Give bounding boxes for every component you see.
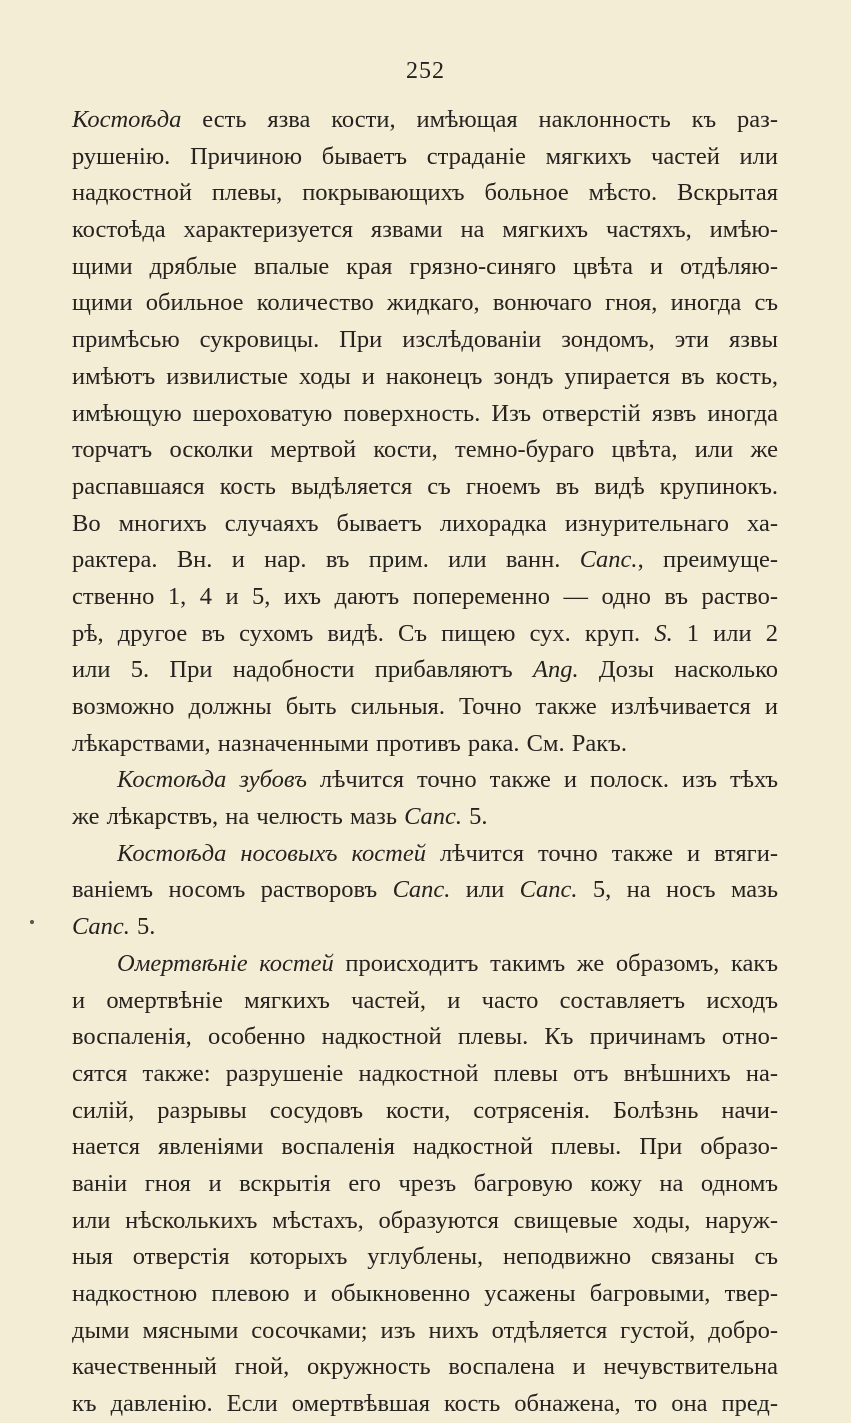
italic-term: Костоѣда (72, 106, 182, 133)
text-line (72, 322, 778, 359)
text-line (72, 1276, 778, 1313)
text-run: Дозы насколько (578, 656, 778, 684)
text-line (72, 1313, 778, 1350)
text-run: щими обильное количество жидкаго, вонючаго гноя, иногда съ (72, 289, 778, 317)
text-run: имѣющую шероховатую поверхность. Изъ отверстій язвъ иногда (72, 399, 778, 427)
text-line (72, 542, 778, 579)
text-run: костоѣда характеризуется язвами на мягкихъ частяхъ, имѣю- (72, 216, 778, 244)
italic-term: Canc. (404, 803, 462, 831)
text-line (72, 946, 778, 983)
text-run: происходитъ такимъ же образомъ, какъ (333, 949, 778, 977)
text-run: Во многихъ случаяхъ бываетъ лихорадка изнурительнаго ха- (72, 509, 778, 537)
text-line (72, 1093, 778, 1130)
text-run: рушенію. Причиною бываетъ страданіе мягкихъ частей или (72, 142, 778, 170)
text-line (72, 1056, 778, 1093)
text-run: же лѣкарствъ, на челюсть мазь (72, 803, 405, 831)
text-run: есть язва кости, имѣющая наклонность къ раз- (181, 106, 778, 133)
text-line (72, 762, 778, 799)
text-line (72, 799, 778, 836)
text-run: лѣчится точно также и втяги- (425, 839, 778, 867)
text-line (72, 212, 778, 249)
text-run: торчатъ осколки мертвой кости, темно-бураго цвѣта, или же (72, 436, 778, 464)
text-line (72, 139, 778, 176)
text-line (72, 285, 778, 322)
text-line (72, 396, 778, 433)
text-line (72, 506, 778, 543)
text-run: воспаленія, особенно надкостной плевы. Къ причинамъ отно- (72, 1023, 778, 1051)
text-line (72, 469, 778, 506)
italic-term: Костоѣда носовыхъ костей (117, 839, 426, 867)
italic-term: Омертвѣніе костей (117, 949, 334, 977)
text-line (72, 726, 778, 763)
text-run: 1 или 2 (672, 619, 778, 647)
text-line (72, 909, 778, 946)
text-run: ственно 1, 4 и 5, ихъ даютъ попеременно — одно въ раство- (72, 582, 778, 610)
italic-term: S. (654, 619, 673, 647)
text-line (72, 359, 778, 396)
text-line (72, 432, 778, 469)
text-run: дыми мясными сосочками; изъ нихъ отдѣляется густой, добро- (72, 1316, 778, 1344)
text-run: надкостною плевою и обыкновенно усажены багровыми, твер- (72, 1280, 778, 1307)
text-run: возможно должны быть сильныя. Точно также излѣчивается и (72, 693, 778, 720)
text-line (72, 1203, 778, 1240)
italic-term: Canc. (72, 913, 130, 941)
text-run: сятся также: разрушеніе надкостной плевы отъ внѣшнихъ на- (72, 1059, 778, 1087)
text-run: 5. (129, 913, 156, 941)
text-run: , преимуще- (637, 546, 778, 574)
text-line (72, 836, 778, 873)
text-run: рактера. Вн. и нар. въ прим. или ванн. (72, 546, 580, 574)
body-text (72, 102, 778, 1423)
text-run: или нѣсколькихъ мѣстахъ, образуются свищевые ходы, наруж- (72, 1206, 778, 1234)
text-run: 5, на носъ мазь (577, 876, 779, 904)
text-run: лѣчится точно также и полоск. изъ тѣхъ (306, 766, 778, 794)
page-number: 252 (406, 58, 445, 84)
text-line (72, 1239, 778, 1276)
text-line (72, 872, 778, 909)
text-run: или (450, 876, 520, 904)
text-line (72, 175, 778, 212)
text-line (72, 652, 778, 689)
italic-term: Костоѣда зубовъ (117, 766, 307, 794)
text-run: ваніемъ носомъ растворовъ (72, 876, 393, 904)
text-line (72, 579, 778, 616)
text-line (72, 1166, 778, 1203)
text-run: или 5. При надобности прибавляютъ (72, 656, 533, 684)
text-line (72, 102, 778, 139)
text-run: качественный гной, окружность воспалена и нечувствительна (72, 1353, 778, 1381)
text-run: нается явленіями воспаленія надкостной плевы. При образо- (72, 1133, 778, 1161)
text-line (72, 1129, 778, 1166)
italic-term: Canc. (392, 876, 451, 904)
text-run: щими дряблые впалые края грязно-синяго цвѣта и отдѣляю- (72, 252, 778, 280)
text-line (72, 983, 778, 1020)
text-line (72, 689, 778, 726)
text-line (72, 1386, 778, 1423)
italic-term: Canc. (519, 876, 578, 904)
italic-term: Canc. (579, 546, 638, 574)
text-run: ваніи гноя и вскрытія его чрезъ багровую кожу на одномъ (72, 1169, 778, 1197)
text-run: ныя отверстія которыхъ углублены, неподвижно связаны съ (72, 1243, 778, 1271)
italic-term: Ang. (533, 656, 579, 684)
text-run: лѣкарствами, назначенными противъ рака. См. Ракъ. (72, 729, 627, 757)
text-line (72, 616, 778, 653)
text-run: примѣсью сукровицы. При изслѣдованіи зондомъ, эти язвы (72, 326, 778, 354)
text-run: и омертвѣніе мягкихъ частей, и часто составляетъ исходъ (72, 986, 778, 1014)
text-run: 5. (462, 803, 488, 831)
text-line (72, 1019, 778, 1056)
text-run: имѣютъ извилистые ходы и наконецъ зондъ упирается въ кость, (72, 362, 778, 390)
text-run: силій, разрывы сосудовъ кости, сотрясенія. Болѣзнь начи- (72, 1096, 778, 1124)
text-run: рѣ, другое въ сухомъ видѣ. Съ пищею сух. круп. (72, 619, 655, 647)
text-run: надкостной плевы, покрывающихъ больное мѣсто. Вскрытая (72, 179, 778, 207)
margin-mark (30, 920, 34, 924)
text-run: къ давленію. Если омертвѣвшая кость обнажена, то она пред- (72, 1390, 778, 1418)
text-line (72, 1349, 778, 1386)
text-run: распавшаяся кость выдѣляется съ гноемъ въ видѣ крупинокъ. (72, 472, 778, 500)
text-line (72, 249, 778, 286)
